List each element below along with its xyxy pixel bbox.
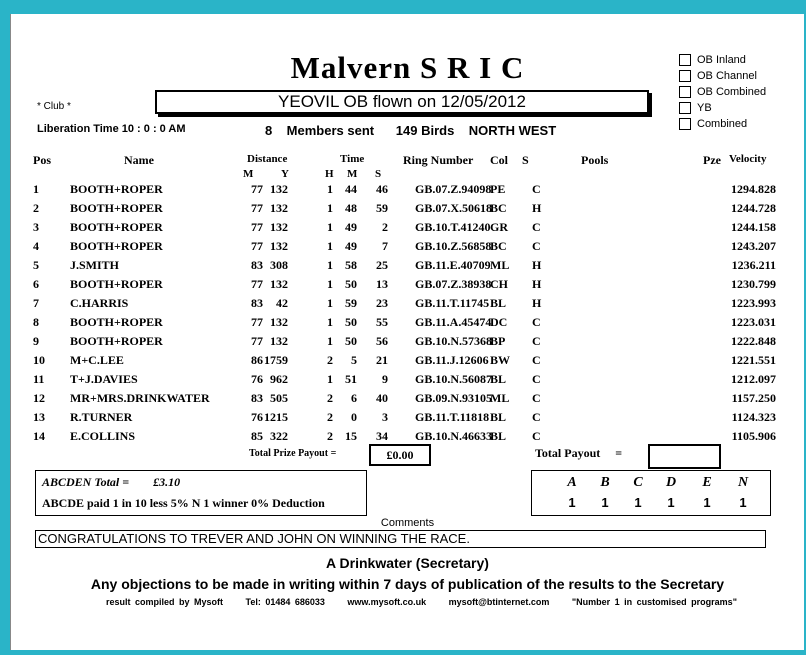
total-prize-payout-label: Total Prize Payout = bbox=[249, 448, 337, 459]
cell-col: CH bbox=[490, 277, 508, 291]
pool-value: 1 bbox=[568, 495, 576, 510]
cell-time-m: 49 bbox=[345, 239, 357, 253]
pool-value: 1 bbox=[667, 495, 675, 510]
checkbox-square-icon[interactable] bbox=[679, 54, 691, 66]
cell-time-m: 58 bbox=[345, 258, 357, 272]
cell-name: BOOTH+ROPER bbox=[70, 239, 163, 253]
cell-pos: 8 bbox=[33, 315, 39, 329]
cell-time-m: 49 bbox=[345, 220, 357, 234]
cell-sex: H bbox=[532, 258, 542, 272]
checkbox-square-icon[interactable] bbox=[679, 102, 691, 114]
cell-pos: 1 bbox=[33, 182, 39, 196]
cell-ring-number: GB.11.T.11818 bbox=[415, 410, 490, 424]
cell-time-s: 13 bbox=[376, 277, 388, 291]
cell-distance-m: 83 bbox=[251, 296, 263, 310]
cell-distance-m: 86 bbox=[251, 353, 263, 367]
cell-name: BOOTH+ROPER bbox=[70, 201, 163, 215]
table-row bbox=[11, 239, 804, 258]
total-payout-label: Total Payout = bbox=[535, 446, 623, 460]
cell-sex: C bbox=[532, 315, 541, 329]
cell-velocity: 1157.250 bbox=[731, 391, 776, 405]
cell-sex: H bbox=[532, 296, 542, 310]
cell-sex: C bbox=[532, 239, 541, 253]
cell-ring-number: GB.07.Z.38938 bbox=[415, 277, 492, 291]
secretary-line: A Drinkwater (Secretary) bbox=[326, 555, 489, 571]
cell-time-s: 7 bbox=[382, 239, 388, 253]
cell-col: PE bbox=[490, 182, 506, 196]
checkbox-ob-channel[interactable] bbox=[679, 70, 806, 82]
header-distance: Distance bbox=[247, 153, 288, 165]
cell-time-m: 44 bbox=[345, 182, 357, 196]
table-row bbox=[11, 353, 804, 372]
header-name: Name bbox=[124, 153, 154, 167]
cell-name: T+J.DAVIES bbox=[70, 372, 138, 386]
cell-velocity: 1236.211 bbox=[731, 258, 776, 272]
cell-ring-number: GB.10.T.41240 bbox=[415, 220, 491, 234]
cell-ring-number: GB.11.E.40709 bbox=[415, 258, 491, 272]
cell-time-m: 50 bbox=[345, 315, 357, 329]
pool-letter: A bbox=[567, 475, 577, 490]
cell-time-s: 40 bbox=[376, 391, 388, 405]
cell-pos: 14 bbox=[33, 429, 45, 443]
cell-pos: 6 bbox=[33, 277, 39, 291]
checkbox-square-icon[interactable] bbox=[679, 118, 691, 130]
cell-time-s: 9 bbox=[382, 372, 388, 386]
cell-time-m: 0 bbox=[351, 410, 357, 424]
club-label: * Club * bbox=[37, 101, 71, 112]
cell-ring-number: GB.07.Z.94098 bbox=[415, 182, 492, 196]
abcde-description: ABCDE paid 1 in 10 less 5% N 1 winner 0% Deduction bbox=[42, 496, 325, 510]
cell-velocity: 1105.906 bbox=[731, 429, 776, 443]
cell-ring-number: GB.11.J.12606 bbox=[415, 353, 489, 367]
checkbox-label: OB Channel bbox=[697, 70, 757, 82]
table-row bbox=[11, 391, 804, 410]
cell-distance-y: 42 bbox=[276, 296, 288, 310]
header-distance-m: M bbox=[243, 168, 254, 180]
cell-distance-y: 505 bbox=[270, 391, 288, 405]
cell-time-h: 1 bbox=[327, 220, 333, 234]
cell-ring-number: GB.10.N.46633 bbox=[415, 429, 493, 443]
cell-pos: 12 bbox=[33, 391, 45, 405]
cell-name: BOOTH+ROPER bbox=[70, 182, 163, 196]
checkbox-square-icon[interactable] bbox=[679, 70, 691, 82]
cell-distance-m: 83 bbox=[251, 391, 263, 405]
cell-time-m: 50 bbox=[345, 334, 357, 348]
cell-col: DC bbox=[490, 315, 508, 329]
cell-distance-m: 77 bbox=[251, 239, 263, 253]
cell-distance-y: 962 bbox=[270, 372, 288, 386]
cell-time-h: 1 bbox=[327, 239, 333, 253]
cell-distance-m: 77 bbox=[251, 182, 263, 196]
cell-time-h: 1 bbox=[327, 258, 333, 272]
header-pze: Pze bbox=[703, 153, 721, 167]
checkbox-ob-combined[interactable] bbox=[679, 86, 806, 98]
cell-name: BOOTH+ROPER bbox=[70, 334, 163, 348]
pool-value: 1 bbox=[634, 495, 642, 510]
cell-sex: C bbox=[532, 182, 541, 196]
cell-time-s: 55 bbox=[376, 315, 388, 329]
pool-letter: E bbox=[702, 475, 712, 490]
cell-time-h: 1 bbox=[327, 182, 333, 196]
race-title-box: YEOVIL OB flown on 12/05/2012 bbox=[155, 90, 649, 114]
cell-distance-m: 77 bbox=[251, 201, 263, 215]
header-ring-number: Ring Number bbox=[403, 153, 474, 167]
cell-velocity: 1223.993 bbox=[731, 296, 776, 310]
abcden-box bbox=[35, 470, 367, 516]
cell-distance-y: 322 bbox=[270, 429, 288, 443]
cell-col: ML bbox=[490, 391, 510, 405]
cell-col: BL bbox=[490, 372, 507, 386]
objections-notice: Any objections to be made in writing within 7 days of publication of the results to the Secretary bbox=[90, 576, 725, 592]
cell-ring-number: GB.07.X.50618 bbox=[415, 201, 493, 215]
cell-name: BOOTH+ROPER bbox=[70, 315, 163, 329]
cell-time-h: 2 bbox=[327, 429, 333, 443]
header-pools: Pools bbox=[581, 153, 609, 167]
cell-sex: C bbox=[532, 334, 541, 348]
cell-sex: C bbox=[532, 391, 541, 405]
cell-time-s: 56 bbox=[376, 334, 388, 348]
pool-letter: D bbox=[665, 475, 677, 490]
cell-time-h: 1 bbox=[327, 277, 333, 291]
cell-time-s: 23 bbox=[376, 296, 388, 310]
cell-col: BC bbox=[490, 201, 507, 215]
cell-time-h: 1 bbox=[327, 334, 333, 348]
table-row bbox=[11, 334, 804, 353]
table-row bbox=[11, 258, 804, 277]
pool-value: 1 bbox=[739, 495, 747, 510]
table-row bbox=[11, 410, 804, 429]
cell-col: BP bbox=[490, 334, 506, 348]
cell-distance-y: 308 bbox=[270, 258, 288, 272]
cell-distance-m: 85 bbox=[251, 429, 263, 443]
table-row bbox=[11, 277, 804, 296]
cell-pos: 9 bbox=[33, 334, 39, 348]
checkbox-label: Combined bbox=[697, 118, 748, 130]
cell-col: BC bbox=[490, 239, 507, 253]
cell-time-m: 5 bbox=[351, 353, 357, 367]
cell-velocity: 1244.158 bbox=[731, 220, 776, 234]
cell-time-s: 21 bbox=[376, 353, 388, 367]
cell-time-m: 15 bbox=[345, 429, 357, 443]
cell-velocity: 1230.799 bbox=[731, 277, 776, 291]
cell-time-m: 51 bbox=[345, 372, 357, 386]
cell-distance-m: 76 bbox=[251, 372, 263, 386]
cell-time-h: 1 bbox=[327, 296, 333, 310]
header-velocity: Velocity bbox=[729, 153, 767, 165]
pool-letter: B bbox=[600, 475, 610, 490]
cell-velocity: 1244.728 bbox=[731, 201, 776, 215]
cell-time-m: 59 bbox=[345, 296, 357, 310]
table-row bbox=[11, 220, 804, 239]
header-time-m: M bbox=[347, 168, 358, 180]
header-time-h: H bbox=[325, 168, 334, 180]
cell-name: E.COLLINS bbox=[70, 429, 136, 443]
cell-name: BOOTH+ROPER bbox=[70, 220, 163, 234]
cell-velocity: 1223.031 bbox=[731, 315, 776, 329]
cell-time-s: 46 bbox=[376, 182, 388, 196]
cell-col: BW bbox=[490, 353, 511, 367]
cell-ring-number: GB.11.T.11745 bbox=[415, 296, 490, 310]
cell-time-h: 2 bbox=[327, 353, 333, 367]
comments-label: Comments bbox=[380, 517, 435, 529]
cell-velocity: 1294.828 bbox=[731, 182, 776, 196]
cell-distance-y: 1215 bbox=[264, 410, 288, 424]
cell-time-h: 1 bbox=[327, 315, 333, 329]
cell-distance-m: 83 bbox=[251, 258, 263, 272]
cell-velocity: 1212.097 bbox=[731, 372, 776, 386]
cell-name: BOOTH+ROPER bbox=[70, 277, 163, 291]
cell-time-s: 2 bbox=[382, 220, 388, 234]
header-time-s: S bbox=[375, 168, 382, 180]
cell-distance-y: 132 bbox=[270, 220, 288, 234]
cell-distance-y: 1759 bbox=[264, 353, 288, 367]
header-pos: Pos bbox=[33, 153, 51, 167]
pool-value: 1 bbox=[703, 495, 711, 510]
checkbox-label: OB Inland bbox=[697, 54, 746, 66]
cell-name: M+C.LEE bbox=[70, 353, 124, 367]
header-col: Col bbox=[490, 153, 508, 167]
cell-ring-number: GB.10.N.57368 bbox=[415, 334, 493, 348]
cell-sex: C bbox=[532, 372, 541, 386]
cell-distance-y: 132 bbox=[270, 201, 288, 215]
cell-pos: 2 bbox=[33, 201, 39, 215]
cell-sex: C bbox=[532, 220, 541, 234]
table-row bbox=[11, 201, 804, 220]
cell-name: C.HARRIS bbox=[70, 296, 129, 310]
cell-ring-number: GB.11.A.45474 bbox=[415, 315, 492, 329]
table-row bbox=[11, 372, 804, 391]
abcden-total bbox=[42, 475, 180, 490]
cell-col: BL bbox=[490, 429, 507, 443]
total-prize-payout-value: £0.00 bbox=[369, 444, 431, 466]
cell-distance-y: 132 bbox=[270, 334, 288, 348]
comments-box: CONGRATULATIONS TO TREVER AND JOHN ON WINNING THE RACE. bbox=[35, 530, 766, 548]
cell-time-s: 25 bbox=[376, 258, 388, 272]
cell-pos: 5 bbox=[33, 258, 39, 272]
table-row bbox=[11, 296, 804, 315]
table-row bbox=[11, 315, 804, 334]
header-distance-y: Y bbox=[281, 168, 289, 180]
checkbox-label: YB bbox=[697, 102, 712, 114]
cell-pos: 13 bbox=[33, 410, 45, 424]
page-title: Malvern S R I C bbox=[290, 50, 525, 85]
footer-credits: result compiled by Mysoft Tel: 01484 686033 www.mysoft.co.uk mysoft@btinternet.com "Number 1 in customised programs" bbox=[106, 597, 737, 607]
total-payout-box bbox=[648, 444, 721, 469]
cell-sex: C bbox=[532, 429, 541, 443]
pool-value: 1 bbox=[601, 495, 609, 510]
cell-velocity: 1124.323 bbox=[731, 410, 776, 424]
cell-distance-m: 77 bbox=[251, 277, 263, 291]
cell-sex: H bbox=[532, 277, 542, 291]
report-page bbox=[10, 14, 804, 650]
checkbox-yb[interactable] bbox=[679, 102, 806, 114]
cell-time-s: 59 bbox=[376, 201, 388, 215]
cell-sex: C bbox=[532, 353, 541, 367]
checkbox-square-icon[interactable] bbox=[679, 86, 691, 98]
header-time: Time bbox=[340, 153, 365, 165]
cell-time-s: 3 bbox=[382, 410, 388, 424]
cell-distance-y: 132 bbox=[270, 315, 288, 329]
header-sex: S bbox=[522, 153, 529, 167]
cell-distance-y: 132 bbox=[270, 277, 288, 291]
cell-pos: 3 bbox=[33, 220, 39, 234]
cell-pos: 11 bbox=[33, 372, 45, 386]
cell-ring-number: GB.10.N.56087 bbox=[415, 372, 493, 386]
cell-distance-y: 132 bbox=[270, 182, 288, 196]
cell-name: MR+MRS.DRINKWATER bbox=[70, 391, 210, 405]
cell-col: ML bbox=[490, 258, 510, 272]
cell-time-h: 2 bbox=[327, 410, 333, 424]
cell-time-h: 2 bbox=[327, 391, 333, 405]
cell-time-h: 1 bbox=[327, 372, 333, 386]
cell-ring-number: GB.10.Z.56858 bbox=[415, 239, 492, 253]
cell-col: BL bbox=[490, 410, 507, 424]
cell-time-m: 50 bbox=[345, 277, 357, 291]
cell-name: J.SMITH bbox=[70, 258, 120, 272]
pool-letter: C bbox=[633, 475, 643, 490]
cell-distance-m: 76 bbox=[251, 410, 263, 424]
cell-sex: H bbox=[532, 201, 542, 215]
cell-distance-y: 132 bbox=[270, 239, 288, 253]
checkbox-label: OB Combined bbox=[697, 86, 767, 98]
cell-velocity: 1243.207 bbox=[731, 239, 776, 253]
cell-velocity: 1221.551 bbox=[731, 353, 776, 367]
members-sent-summary: 8 Members sent 149 Birds NORTH WEST bbox=[265, 123, 557, 138]
cell-pos: 7 bbox=[33, 296, 39, 310]
cell-pos: 4 bbox=[33, 239, 39, 253]
cell-distance-m: 77 bbox=[251, 315, 263, 329]
cell-time-m: 48 bbox=[345, 201, 357, 215]
pool-letter: N bbox=[737, 475, 749, 490]
cell-time-m: 6 bbox=[351, 391, 357, 405]
cell-col: BL bbox=[490, 296, 507, 310]
cell-velocity: 1222.848 bbox=[731, 334, 776, 348]
cell-sex: C bbox=[532, 410, 541, 424]
cell-time-s: 34 bbox=[376, 429, 388, 443]
cell-time-h: 1 bbox=[327, 201, 333, 215]
table-row bbox=[11, 182, 804, 201]
cell-ring-number: GB.09.N.93105 bbox=[415, 391, 493, 405]
pools-summary-box bbox=[531, 470, 771, 516]
checkbox-ob-inland[interactable] bbox=[679, 54, 806, 66]
checkbox-combined[interactable] bbox=[679, 118, 806, 130]
cell-distance-m: 77 bbox=[251, 220, 263, 234]
abcden-total-text: ABCDEN Total = £3.10 bbox=[42, 475, 181, 489]
cell-pos: 10 bbox=[33, 353, 45, 367]
cell-col: GR bbox=[490, 220, 508, 234]
cell-name: R.TURNER bbox=[70, 410, 133, 424]
liberation-time: Liberation Time 10 : 0 : 0 AM bbox=[37, 123, 186, 135]
cell-distance-m: 77 bbox=[251, 334, 263, 348]
